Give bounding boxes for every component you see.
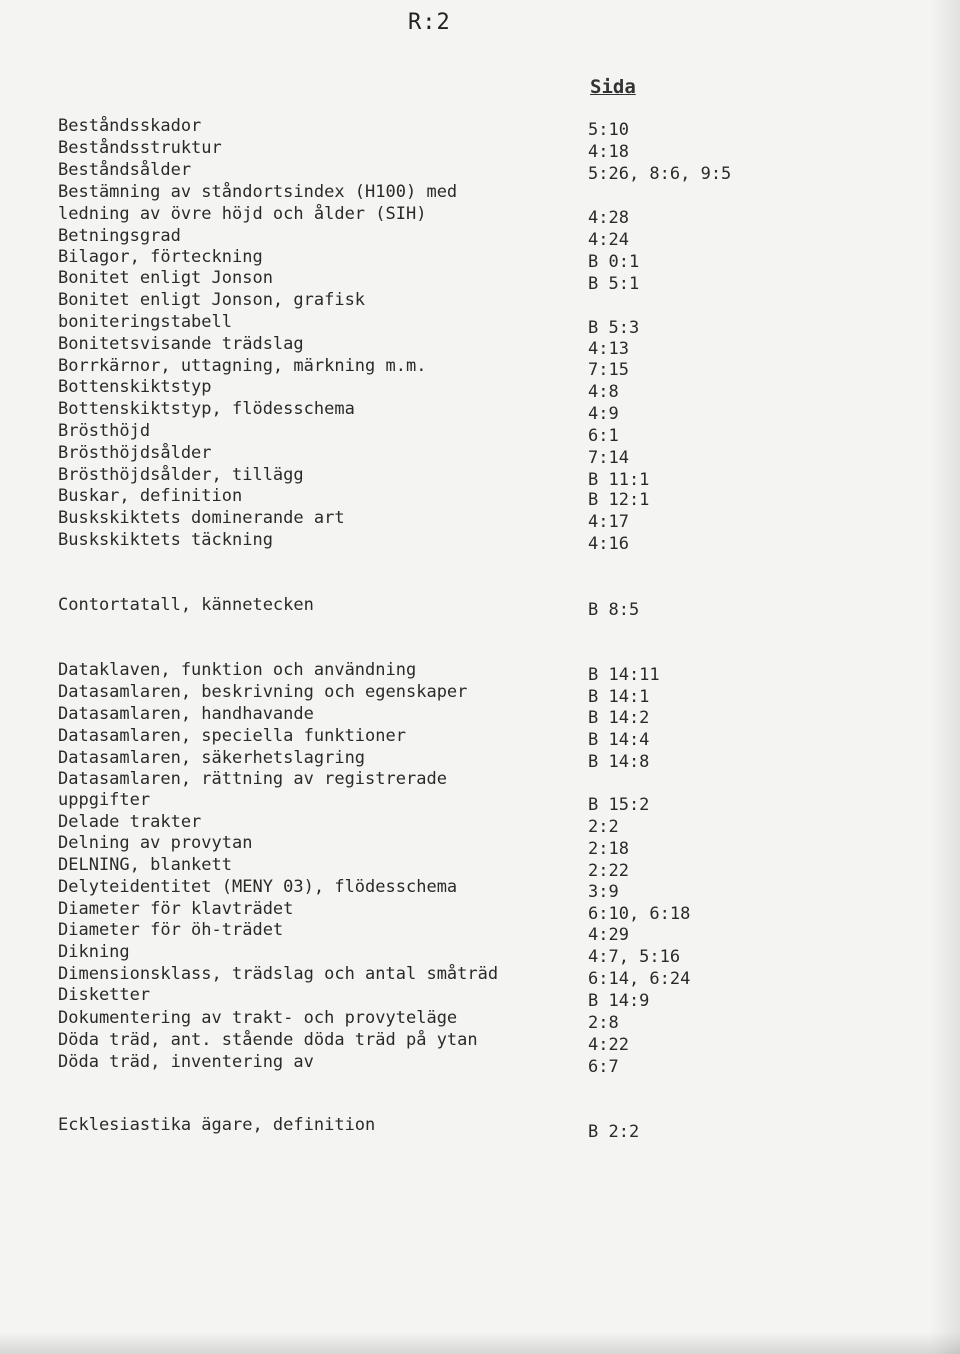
index-term: Beståndsstruktur [58,138,222,158]
index-term: Dokumentering av trakt- och provyteläge [58,1008,458,1028]
index-term: Datasamlaren, handhavande [58,704,314,724]
index-page-ref: 4:18 [588,142,629,162]
index-page-ref: 6:7 [588,1057,619,1077]
index-term: Brösthöjdsålder [58,443,212,463]
index-term: Döda träd, inventering av [58,1052,314,1072]
index-page-ref: 6:1 [588,426,619,446]
index-term: Beståndsålder [58,160,192,180]
index-page-ref: B 14:2 [588,708,650,728]
index-term: Buskskiktets dominerande art [58,508,345,528]
index-page-ref: 7:14 [588,448,629,468]
index-term: Bilagor, förteckning [58,247,263,267]
index-page-ref: 7:15 [588,360,629,380]
index-term: Datasamlaren, speciella funktioner [58,726,406,746]
index-page-ref: 4:16 [588,534,629,554]
index-term: Borrkärnor, uttagning, märkning m.m. [58,356,427,376]
index-page-ref: 4:28 [588,208,629,228]
index-page-ref: B 14:4 [588,730,650,750]
index-term: Dimensionsklass, trädslag och antal småträd [58,964,499,984]
index-page-ref: 5:26, 8:6, 9:5 [588,164,732,184]
index-page-ref: B 14:1 [588,687,650,707]
index-term: Bonitetsvisande trädslag [58,334,304,354]
index-page-ref: 5:10 [588,120,629,140]
index-term: Contortatall, kännetecken [58,595,314,615]
index-term: uppgifter [58,790,151,810]
index-term: Bottenskiktstyp [58,377,212,397]
index-term: DELNING, blankett [58,855,232,875]
index-term: Datasamlaren, beskrivning och egenskaper [58,682,468,702]
index-term: Dikning [58,942,130,962]
page-edge-shadow [930,0,960,1354]
index-page-ref: 2:18 [588,839,629,859]
index-term: Delning av provytan [58,833,253,853]
index-page-ref: B 14:8 [588,752,650,772]
index-page-ref: B 14:11 [588,665,660,685]
index-term: Döda träd, ant. stående döda träd på ytan [58,1030,478,1050]
index-page-ref: B 11:1 [588,470,650,490]
index-page-ref: 2:22 [588,861,629,881]
page-column-heading: Sida [590,76,636,98]
index-page-ref: B 12:1 [588,490,650,510]
page-header: R:2 [408,10,451,35]
index-term: Delyteidentitet (MENY 03), flödesschema [58,877,458,897]
index-page-ref: 4:9 [588,404,619,424]
index-page-ref: 4:22 [588,1035,629,1055]
index-term: Brösthöjd [58,421,151,441]
page-bottom-edge [0,1332,960,1354]
index-page-ref: 4:8 [588,382,619,402]
index-page-ref: 2:2 [588,817,619,837]
index-page-ref: B 8:5 [588,600,640,620]
index-page-ref: 4:13 [588,339,629,359]
index-page-ref: B 5:3 [588,318,640,338]
index-term: Brösthöjdsålder, tillägg [58,465,304,485]
index-term: boniteringstabell [58,312,232,332]
index-page-ref: 4:24 [588,230,629,250]
index-page-ref: 4:17 [588,512,629,532]
index-page-ref: 4:7, 5:16 [588,947,681,967]
index-term: Buskskiktets täckning [58,530,273,550]
index-page-ref: B 5:1 [588,274,640,294]
index-page-ref: B 14:9 [588,991,650,1011]
index-term: Datasamlaren, rättning av registrerade [58,769,447,789]
index-page-ref: 3:9 [588,882,619,902]
index-term: Bonitet enligt Jonson [58,268,273,288]
index-term: Delade trakter [58,812,202,832]
index-page-ref: B 0:1 [588,252,640,272]
index-term: Datasamlaren, säkerhetslagring [58,748,366,768]
index-term: Diameter för klavträdet [58,899,294,919]
index-term: Disketter [58,985,151,1005]
index-term: Bonitet enligt Jonson, grafisk [58,290,366,310]
index-term: Betningsgrad [58,226,181,246]
index-term: Ecklesiastika ägare, definition [58,1115,376,1135]
index-term: Beståndsskador [58,116,202,136]
index-page-ref: B 15:2 [588,795,650,815]
index-term: Bottenskiktstyp, flödesschema [58,399,355,419]
index-term: Diameter för öh-trädet [58,920,284,940]
index-page-ref: 6:10, 6:18 [588,904,691,924]
index-term: Bestämning av ståndortsindex (H100) med [58,182,458,202]
index-page-ref: 4:29 [588,925,629,945]
index-page-ref: 6:14, 6:24 [588,969,691,989]
index-term: Dataklaven, funktion och användning [58,660,417,680]
index-term: ledning av övre höjd och ålder (SIH) [58,204,427,224]
index-term: Buskar, definition [58,486,243,506]
index-page-ref: B 2:2 [588,1122,640,1142]
index-page-ref: 2:8 [588,1013,619,1033]
